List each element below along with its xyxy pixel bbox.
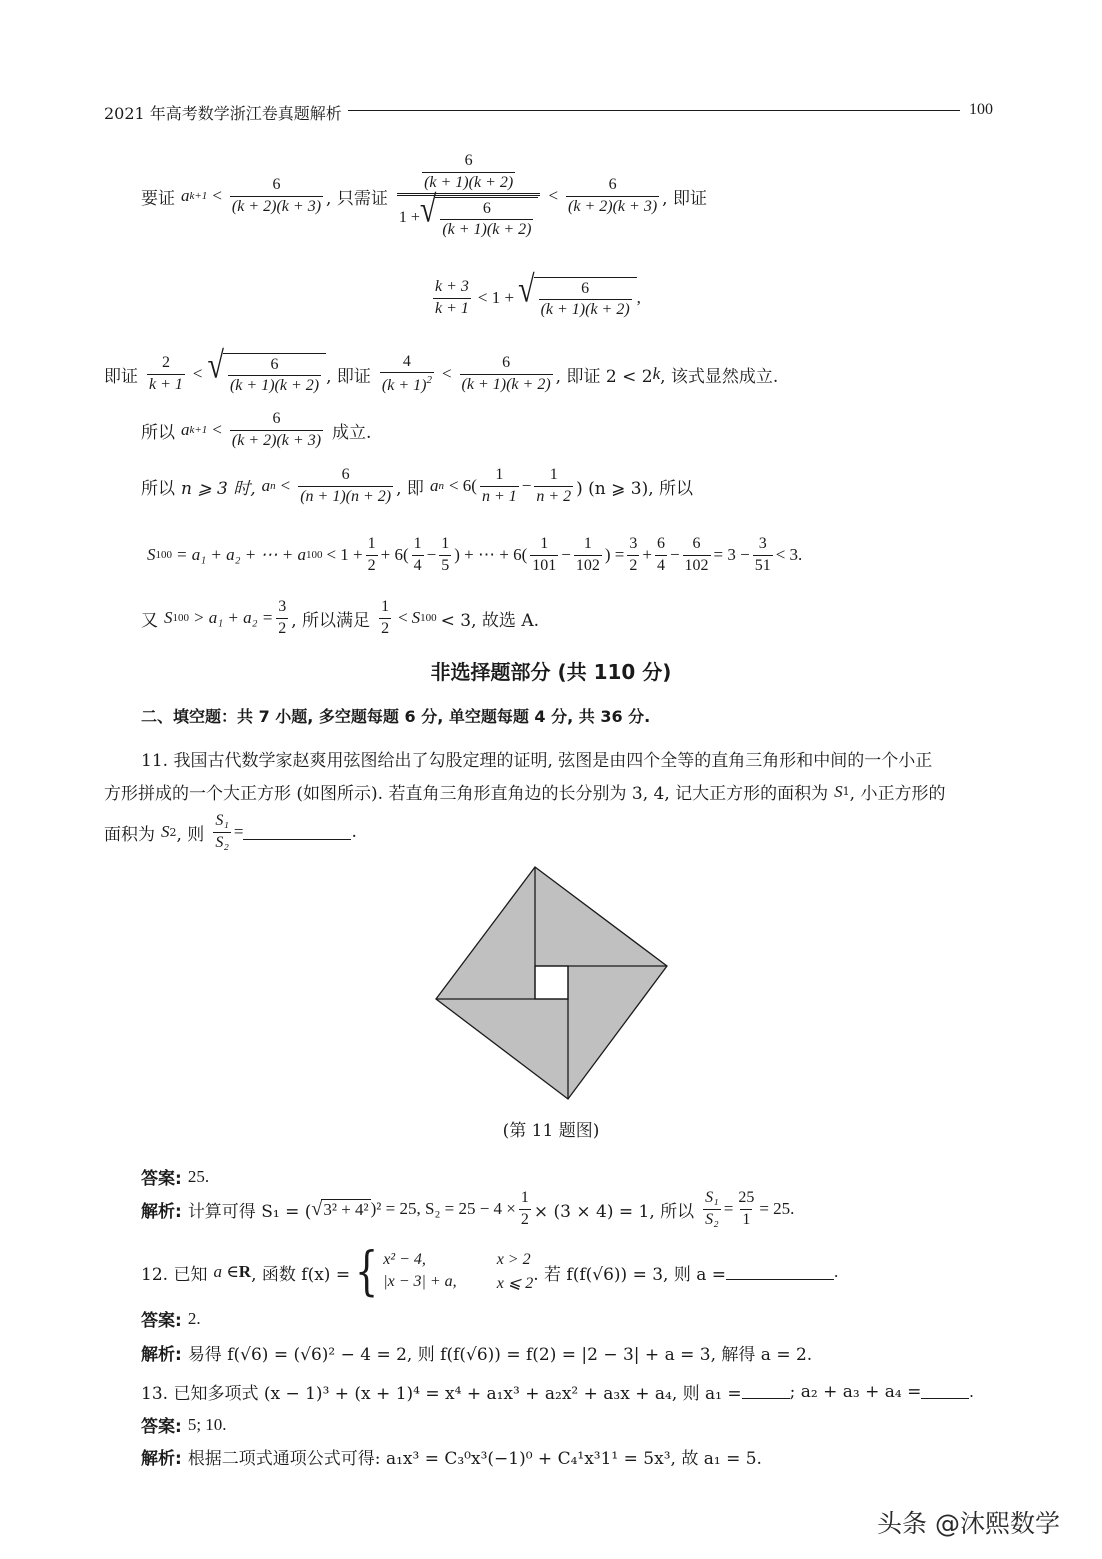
q11-line-2: 方形拼成的一个大正方形 (如图所示). 若直角三角形直角边的长分别为 3, 4, 记大正方形的面积为 S 1 , 小正方形的 — [104, 781, 946, 804]
fraction: $\frac{6}{(k + 2)(k + 3)}$ — [568, 176, 658, 215]
answer-blank — [726, 1265, 834, 1280]
header-title: 2021 年高考数学浙江卷真题解析 — [104, 104, 342, 123]
proof-line-5: 所以 n ⩾ 3 时, a n < $\frac{6}{(n + 1)(n + 2)}$ , 即 a n < 6( $\frac{1}{n + 1}$ − $\frac{1}{n + 2}$ ) (n ⩾ 3), 所以 — [141, 466, 694, 505]
answer-blank-2 — [921, 1384, 969, 1399]
zhao-shuang-hypotenuse-diagram — [430, 860, 675, 1105]
section-title: 非选择题部分 (共 110 分) — [430, 660, 672, 684]
q13-answer: 答案: 5; 10. — [141, 1414, 227, 1437]
q11-line-3: 面积为 S 2 , 则 $\frac{\text{S₁}}{\text{S₂}}$ = . — [104, 812, 357, 851]
answer-blank-1 — [742, 1384, 790, 1399]
q11-line-1: 11. 我国古代数学家赵爽用弦图给出了勾股定理的证明, 弦图是由四个全等的直角三角形和中间的一个小正 — [141, 751, 933, 771]
q12-question: 12. 已知 a ∈ R , 函数 f(x) = { x² − 4, x > 2 |x − 3| + a, x ⩽ 2 . 若 f(f(√6)) = 3, 则 a = . — [141, 1242, 839, 1302]
left-brace: { — [355, 1242, 379, 1302]
fraction: $\frac{k + 3}{k + 1}$ — [435, 278, 469, 317]
page-number: 100 — [969, 101, 993, 118]
section-subtitle: 二、填空题：共 7 小题, 多空题每题 6 分, 单空题每题 4 分, 共 36 分. — [141, 707, 651, 726]
watermark: 头条 @沐熙数学 — [877, 1509, 1060, 1538]
q11-analysis: 解析: 计算可得 S₁ = ( √ 3² + 4² )² = 25, S₂ = 25 − 4 × $\frac{1}{2}$ × (3 × 4) = 1, 所以 $\frac{\text{S₁}}{\text{S₂}}$ = $\frac{25}{1}$ = 25. — [141, 1189, 795, 1228]
header-rule — [348, 110, 960, 111]
q11-answer: 答案: 25. — [141, 1166, 210, 1189]
running-header — [104, 101, 342, 124]
q13-question: 13. 已知多项式 (x − 1)³ + (x + 1)⁴ = x⁴ + a₁x³ + a₂x² + a₃x + a₄, 则 a₁ = ; a₂ + a₃ + a₄ = . — [141, 1381, 974, 1404]
q13-analysis: 解析: 根据二项式通项公式可得: a₁x³ = C₃⁰x³(−1)⁰ + C₄¹x³1¹ = 5x³, 故 a₁ = 5. — [141, 1449, 762, 1469]
small-square — [535, 966, 568, 999]
proof-line-2: $\frac{k + 3}{k + 1}$ < 1 + √ $\frac{6}{(k + 1)(k + 2)}$ , — [435, 268, 641, 318]
q12-answer: 答案: 2. — [141, 1308, 201, 1331]
figure-caption: (第 11 题图) — [502, 1121, 600, 1141]
q12-analysis: 解析: 易得 f(√6) = (√6)² − 4 = 2, 则 f(f(√6)) = f(2) = |2 − 3| + a = 3, 解得 a = 2. — [141, 1345, 813, 1365]
sqrt: √ $\frac{6}{(k + 1)(k + 2)}$ — [420, 197, 539, 240]
proof-line-6: S 100 = a₁ + a₂ + ⋯ + a 100 < 1 + $\frac{1}{2}$ + 6( $\frac{1}{4}$ − $\frac{1}{5}$ ) + ⋯ + 6( $\frac{1}{101}$ − $\frac{1}{102}$ ) = $\frac{3}{2}$ + $\frac{6}{4}$ − $\frac{6}{102}$ = 3 − $\frac{3}{51}$ < 3. — [147, 535, 803, 574]
proof-line-7: 又 S 100 > a₁ + a₂ = $\frac{3}{2}$ , 所以满足 $\frac{1}{2}$ < S 100 < 3, 故选 A. — [141, 598, 540, 637]
fraction: $\frac{6}{(k + 2)(k + 3)}$ — [231, 176, 322, 215]
answer-blank — [243, 825, 351, 840]
piecewise-cases: x² − 4, x > 2 |x − 3| + a, x ⩽ 2 — [383, 1251, 534, 1292]
proof-line-4: 所以 a k+1 < $\frac{6}{(k + 2)(k + 3)}$ 成立. — [141, 410, 372, 449]
compound-fraction: $\frac{6}{(k + 1)(k + 2)}$ 1 + √ $\frac{6}{(k + 1)(k + 2)}$ — [397, 152, 541, 240]
proof-line-1: 要证 a k+1 < $\frac{6}{(k + 2)(k + 3)}$ , 只需证 $\frac{6}{(k + 1)(k + 2)}$ 1 + √ $\frac{6}{(k + 1)(k + 2)}$ < $\frac{6}{(k + 2)(k + 3)}$ , 即证 — [141, 152, 707, 239]
sqrt: √ $\frac{6}{(k + 1)(k + 2)}$ — [518, 277, 637, 320]
sqrt: √ $\frac{6}{(k + 1)(k + 2)}$ — [208, 353, 327, 396]
proof-line-3: 即证 $\frac{2}{k + 1}$ < √ $\frac{6}{(k + 1)(k + 2)}$ , 即证 $\frac{4}{(k + 1)^2}$ < $\frac{6}{(k + 1)(k + 2)}$ , 即证 2 < 2 k , 该式显然成立. — [104, 344, 779, 394]
